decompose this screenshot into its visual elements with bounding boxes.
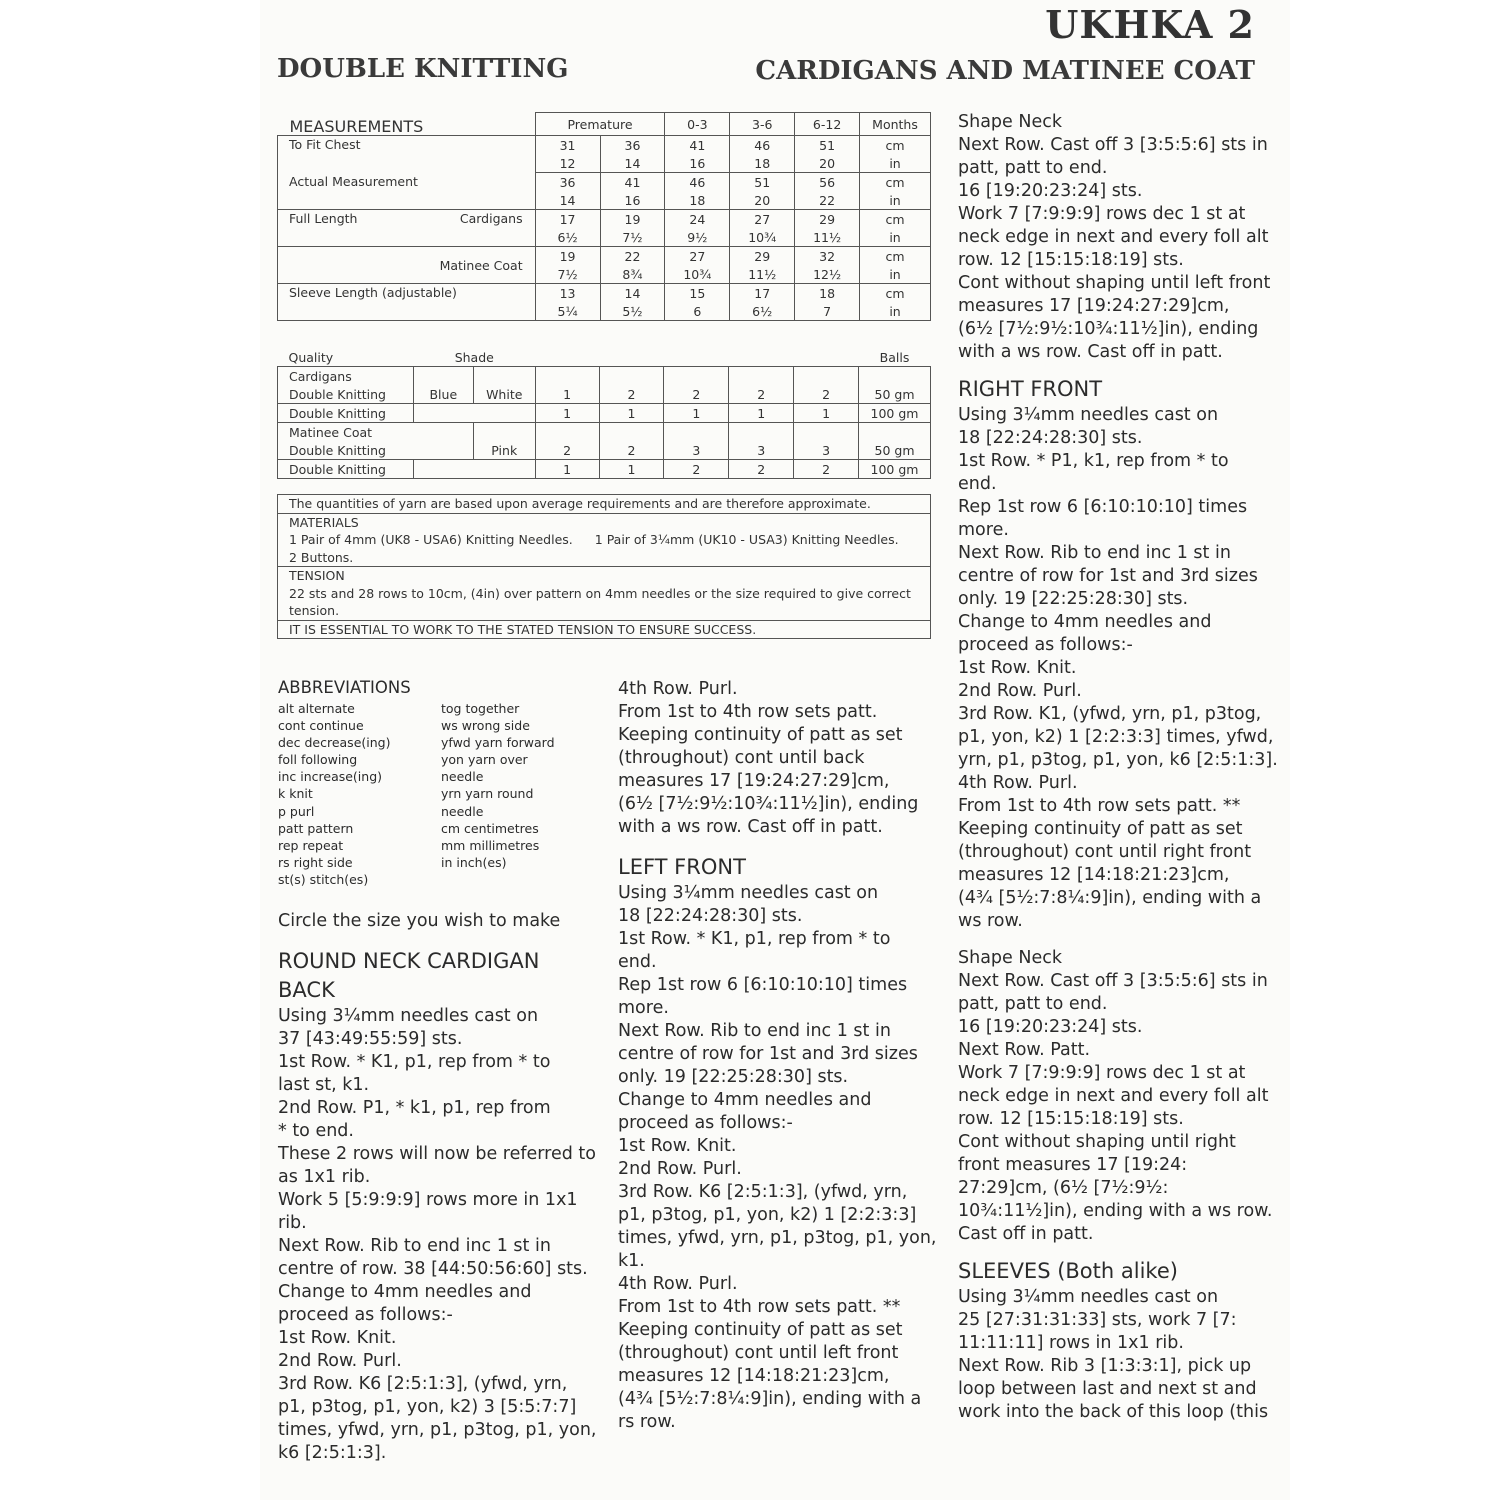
instruction-line: Next Row. Rib 3 [1:3:3:1], pick up: [958, 1356, 1252, 1376]
instruction-line: 2nd Row. Purl.: [958, 681, 1082, 701]
shade-white: White: [473, 367, 535, 404]
instruction-line: measures 17 [19:24:27:29]cm,: [958, 296, 1230, 316]
instruction-line: work into the back of this loop (this: [958, 1402, 1269, 1422]
cell: 24: [665, 210, 730, 229]
cell: 22: [795, 191, 860, 210]
instruction-line: Next Row. Rib to end inc 1 st in: [278, 1236, 551, 1256]
unit: in: [860, 191, 931, 210]
instruction-line: 2nd Row. Purl.: [278, 1351, 402, 1371]
instruction-line: 10¾:11½]in), ending with a ws row.: [958, 1201, 1273, 1221]
needle-4mm: 1 Pair of 4mm (UK8 - USA6) Knitting Needles.: [289, 532, 573, 547]
instruction-line: more.: [618, 998, 669, 1018]
quality-label: Quality: [278, 348, 414, 367]
column-2: [618, 678, 937, 1434]
abbreviation-entry: cm centimetres: [441, 820, 539, 836]
measurements-title: MEASUREMENTS: [278, 113, 536, 136]
cell: 100 gm: [859, 460, 931, 479]
cell: 29: [730, 247, 795, 266]
cell: 11½: [730, 265, 795, 284]
row-label-actual: Actual Measurement: [278, 173, 536, 210]
instruction-line: measures 12 [14:18:21:23]cm,: [958, 865, 1230, 885]
sleeve-instructions: [958, 1286, 1278, 1424]
cell: 22: [600, 247, 665, 266]
yarn-note: The quantities of yarn are based upon average requirements and are therefore approximate.: [278, 495, 931, 514]
section-heading-back: BACK: [278, 978, 335, 1002]
unit: cm: [860, 210, 931, 229]
instruction-line: Change to 4mm needles and: [958, 612, 1212, 632]
cell: 2: [664, 367, 729, 404]
back-instructions: [278, 1005, 597, 1465]
cell: 2: [794, 460, 859, 479]
instruction-line: Rep 1st row 6 [6:10:10:10] times: [958, 497, 1248, 517]
matinee-label: Matinee Coat: [278, 247, 536, 284]
instruction-line: (throughout) cont until right front: [958, 842, 1252, 862]
right-front-instructions: [958, 404, 1278, 933]
instruction-line: 16 [19:20:23:24] sts.: [958, 1017, 1143, 1037]
instruction-line: as 1x1 rib.: [278, 1167, 371, 1187]
dk-label: Double Knitting: [278, 441, 474, 460]
abbreviation-entry: yon yarn over: [441, 752, 528, 768]
subheading-shape-neck: Shape Neck: [958, 112, 1062, 132]
abbreviations-title: ABBREVIATIONS: [278, 678, 411, 697]
cell: 2: [599, 423, 664, 460]
instruction-line: 4th Row. Purl.: [958, 773, 1078, 793]
right-neck-instructions: [958, 970, 1278, 1246]
abbreviation-entry: yfwd yarn forward: [441, 735, 555, 751]
cell: 9½: [665, 228, 730, 247]
instruction-line: 4th Row. Purl.: [618, 1274, 738, 1294]
cell: 5½: [600, 302, 665, 321]
instruction-line: Keeping continuity of patt as set: [618, 725, 903, 745]
needle-3-25mm: 1 Pair of 3¼mm (UK10 - USA3) Knitting Needles.: [594, 532, 899, 547]
cell: 31: [535, 136, 600, 155]
instruction-line: 18 [22:24:28:30] sts.: [618, 906, 803, 926]
cell: 27: [665, 247, 730, 266]
instruction-line: yrn, p1, p3tog, p1, yon, k6 [2:5:1:3].: [958, 750, 1278, 770]
cell: 36: [600, 136, 665, 155]
instruction-line: row. 12 [15:15:18:19] sts.: [958, 1109, 1184, 1129]
cell: 51: [795, 136, 860, 155]
instruction-line: * to end.: [278, 1121, 354, 1141]
cell: 12: [535, 154, 600, 173]
cell: 2: [664, 460, 729, 479]
instruction-line: Work 7 [7:9:9:9] rows dec 1 st at: [958, 1063, 1246, 1083]
abbreviation-entry: needle: [441, 769, 484, 785]
col-0-3: 0-3: [665, 113, 730, 136]
cell: 6½: [535, 228, 600, 247]
cell: 13: [535, 284, 600, 303]
cell: 19: [535, 247, 600, 266]
abbreviation-entry: inc increase(ing): [278, 769, 383, 785]
instruction-line: (4¾ [5½:7:8¼:9]in), ending with a: [958, 888, 1262, 908]
abbreviations-right: [441, 700, 555, 871]
shade-pink: Pink: [473, 423, 535, 460]
buttons: 2 Buttons.: [278, 549, 931, 567]
row-label-sleeve: Sleeve Length (adjustable): [278, 284, 536, 321]
cell: 19: [600, 210, 665, 229]
abbreviation-entry: ws wrong side: [441, 718, 530, 734]
cell: 7½: [535, 265, 600, 284]
pattern-code: UKHKA 2: [1045, 2, 1255, 47]
instruction-line: Work 5 [5:9:9:9] rows more in 1x1: [278, 1190, 578, 1210]
cell: 11½: [795, 228, 860, 247]
cell: 1: [794, 404, 859, 423]
cell: 15: [665, 284, 730, 303]
instruction-line: 1st Row. Knit.: [278, 1328, 397, 1348]
instruction-line: 3rd Row. K6 [2:5:1:3], (yfwd, yrn,: [618, 1182, 908, 1202]
instruction-line: (throughout) cont until back: [618, 748, 865, 768]
unit: cm: [860, 173, 931, 192]
circle-size-note: Circle the size you wish to make: [278, 911, 561, 931]
cell: 1: [535, 367, 599, 404]
instruction-line: 1st Row. * K1, p1, rep from * to: [618, 929, 891, 949]
instruction-line: proceed as follows:-: [278, 1305, 453, 1325]
instruction-line: times, yfwd, yrn, p1, p3tog, p1, yon,: [618, 1228, 937, 1248]
instruction-line: patt, patt to end.: [958, 994, 1108, 1014]
instruction-line: k1.: [618, 1251, 645, 1271]
cardigans-quality: Cardigans: [278, 367, 414, 386]
instruction-line: Rep 1st row 6 [6:10:10:10] times: [618, 975, 908, 995]
cell: 20: [795, 154, 860, 173]
instruction-line: neck edge in next and every foll alt: [958, 227, 1269, 247]
cell: 1: [599, 404, 664, 423]
instruction-line: (6½ [7½:9½:10¾:11½]in), ending: [618, 794, 919, 814]
instruction-line: neck edge in next and every foll alt: [958, 1086, 1269, 1106]
abbreviation-entry: cont continue: [278, 718, 364, 734]
instruction-line: From 1st to 4th row sets patt. **: [958, 796, 1241, 816]
abbreviation-entry: rs right side: [278, 854, 353, 870]
instruction-line: Next Row. Rib to end inc 1 st in: [618, 1021, 891, 1041]
section-heading-left-front: LEFT FRONT: [618, 855, 746, 879]
instruction-line: Change to 4mm needles and: [278, 1282, 532, 1302]
cell: 2: [729, 367, 794, 404]
col-3-6: 3-6: [730, 113, 795, 136]
tension-warning: IT IS ESSENTIAL TO WORK TO THE STATED TENSION TO ENSURE SUCCESS.: [289, 621, 757, 637]
instruction-line: Change to 4mm needles and: [618, 1090, 872, 1110]
instruction-line: with a ws row. Cast off in patt.: [958, 342, 1223, 362]
cell: 51: [730, 173, 795, 192]
col-premature: Premature: [535, 113, 665, 136]
instruction-line: 3rd Row. K1, (yfwd, yrn, p1, p3tog,: [958, 704, 1262, 724]
instruction-line: proceed as follows:-: [958, 635, 1133, 655]
instruction-line: 2nd Row. Purl.: [618, 1159, 742, 1179]
instruction-line: Keeping continuity of patt as set: [618, 1320, 903, 1340]
cell: 14: [535, 191, 600, 210]
column-1: [278, 910, 597, 1465]
cell: 41: [665, 136, 730, 155]
instruction-line: 37 [43:49:55:59] sts.: [278, 1029, 463, 1049]
cell: 2: [794, 367, 859, 404]
dk-label: Double Knitting: [278, 385, 414, 404]
tension-text-2: tension.: [278, 602, 931, 620]
unit: in: [860, 228, 931, 247]
instruction-line: Next Row. Rib to end inc 1 st in: [958, 543, 1231, 563]
instruction-line: Next Row. Patt.: [958, 1040, 1091, 1060]
cell: 18: [665, 191, 730, 210]
cell: 6: [665, 302, 730, 321]
cell: 32: [795, 247, 860, 266]
abbreviation-entry: dec decrease(ing): [278, 735, 391, 751]
instruction-line: (throughout) cont until left front: [618, 1343, 899, 1363]
row-label-chest: To Fit Chest: [278, 136, 536, 173]
cell: 12½: [795, 265, 860, 284]
instruction-line: 3rd Row. K6 [2:5:1:3], (yfwd, yrn,: [278, 1374, 568, 1394]
unit: cm: [860, 284, 931, 303]
instruction-line: end.: [958, 474, 997, 494]
measurements-table: [277, 112, 931, 321]
unit: in: [860, 265, 931, 284]
cell: 50 gm: [859, 423, 931, 460]
instruction-line: end.: [618, 952, 657, 972]
cell: 1: [599, 460, 664, 479]
cell: 3: [794, 423, 859, 460]
abbreviation-entry: mm millimetres: [441, 837, 540, 853]
instruction-line: measures 12 [14:18:21:23]cm,: [618, 1366, 890, 1386]
unit: cm: [860, 247, 931, 266]
cell: 14: [600, 284, 665, 303]
instruction-line: p1, p3tog, p1, yon, k2) 3 [5:5:7:7]: [278, 1397, 577, 1417]
shade-label: Shade: [413, 348, 535, 367]
section-heading-round-neck: ROUND NECK CARDIGAN: [278, 949, 540, 973]
tension-title: TENSION: [289, 568, 345, 583]
instruction-line: rib.: [278, 1213, 307, 1233]
cell: 16: [600, 191, 665, 210]
instruction-line: 1st Row. Knit.: [958, 658, 1077, 678]
instruction-line: Work 7 [7:9:9:9] rows dec 1 st at: [958, 204, 1246, 224]
instruction-line: (4¾ [5½:7:8¼:9]in), ending with a: [618, 1389, 922, 1409]
instruction-line: times, yfwd, yrn, p1, p3tog, p1, yon,: [278, 1420, 597, 1440]
cell: 1: [664, 404, 729, 423]
full-length-label: Full Length: [289, 211, 358, 226]
section-heading-right-front: RIGHT FRONT: [958, 377, 1103, 401]
abbreviation-entry: yrn yarn round: [441, 786, 534, 802]
matinee-quality: Matinee Coat: [278, 423, 474, 442]
cell: 2: [599, 367, 664, 404]
left-neck-instructions: [958, 134, 1278, 364]
instruction-line: Keeping continuity of patt as set: [958, 819, 1243, 839]
instruction-line: (6½ [7½:9½:10¾:11½]in), ending: [958, 319, 1259, 339]
unit: cm: [860, 136, 931, 155]
abbreviation-entry: in inch(es): [441, 854, 507, 870]
instruction-line: From 1st to 4th row sets patt. **: [618, 1297, 901, 1317]
instruction-line: measures 17 [19:24:27:29]cm,: [618, 771, 890, 791]
cell: 27: [730, 210, 795, 229]
instruction-line: 1st Row. * K1, p1, rep from * to: [278, 1052, 551, 1072]
instruction-line: k6 [2:5:1:3].: [278, 1443, 387, 1463]
cell: 1: [535, 404, 599, 423]
unit: in: [860, 302, 931, 321]
instruction-line: last st, k1.: [278, 1075, 370, 1095]
page-margin: [1290, 0, 1500, 1500]
abbreviations-left: [278, 700, 390, 888]
instruction-line: Using 3¼mm needles cast on: [958, 1287, 1219, 1307]
cell: 10¾: [730, 228, 795, 247]
dk-label: Double Knitting: [278, 460, 414, 479]
instruction-line: Cast off in patt.: [958, 1224, 1094, 1244]
instruction-line: p1, yon, k2) 1 [2:2:3:3] times, yfwd,: [958, 727, 1274, 747]
instruction-line: 4th Row. Purl.: [618, 679, 738, 699]
instruction-line: Next Row. Cast off 3 [3:5:5:6] sts in: [958, 971, 1268, 991]
cell: 41: [600, 173, 665, 192]
abbreviation-entry: k knit: [278, 786, 313, 802]
cell: 14: [600, 154, 665, 173]
cell: 20: [730, 191, 795, 210]
instruction-line: 2nd Row. P1, * k1, p1, rep from: [278, 1098, 551, 1118]
yarn-type-title: DOUBLE KNITTING: [277, 54, 569, 84]
instruction-line: 1st Row. Knit.: [618, 1136, 737, 1156]
abbreviation-entry: tog together: [441, 701, 520, 716]
cell: 1: [729, 404, 794, 423]
instruction-line: 1st Row. * P1, k1, rep from * to: [958, 451, 1229, 471]
instruction-line: patt, patt to end.: [958, 158, 1108, 178]
instruction-line: p1, p3tog, p1, yon, k2) 1 [2:2:3:3]: [618, 1205, 917, 1225]
instruction-line: loop between last and next st and: [958, 1379, 1257, 1399]
instruction-line: 18 [22:24:28:30] sts.: [958, 428, 1143, 448]
abbreviation-entry: foll following: [278, 752, 358, 768]
cell: 18: [730, 154, 795, 173]
instruction-line: centre of row for 1st and 3rd sizes: [958, 566, 1258, 586]
instruction-line: From 1st to 4th row sets patt.: [618, 702, 878, 722]
instruction-line: Cont without shaping until left front: [958, 273, 1271, 293]
cell: 36: [535, 173, 600, 192]
cell: 3: [729, 423, 794, 460]
cell: 1: [535, 460, 599, 479]
cell: 100 gm: [859, 404, 931, 423]
tension-text: 22 sts and 28 rows to 10cm, (4in) over pattern on 4mm needles or the size required to give correct: [289, 585, 911, 601]
abbreviation-entry: patt pattern: [278, 820, 354, 836]
cell: 7: [795, 302, 860, 321]
instruction-line: Using 3¼mm needles cast on: [618, 883, 879, 903]
abbreviation-entry: rep repeat: [278, 837, 344, 853]
cell: 2: [729, 460, 794, 479]
instruction-line: more.: [958, 520, 1009, 540]
instruction-line: Next Row. Cast off 3 [3:5:5:6] sts in: [958, 135, 1268, 155]
instruction-line: centre of row. 38 [44:50:56:60] sts.: [278, 1259, 588, 1279]
cell: 17: [730, 284, 795, 303]
subheading-shape-neck: Shape Neck: [958, 948, 1062, 968]
instruction-line: rs row.: [618, 1412, 676, 1432]
cell: 46: [665, 173, 730, 192]
cell: 3: [664, 423, 729, 460]
col-6-12: 6-12: [795, 113, 860, 136]
instruction-line: Using 3¼mm needles cast on: [958, 405, 1219, 425]
shade-blue: Blue: [413, 367, 473, 404]
materials-box: [277, 494, 931, 639]
instruction-line: Cont without shaping until right: [958, 1132, 1236, 1152]
balls-label: Balls: [859, 348, 931, 367]
instruction-line: proceed as follows:-: [618, 1113, 793, 1133]
back-instructions-cont: [618, 678, 937, 839]
instruction-line: ws row.: [958, 911, 1023, 931]
cell: 5¼: [535, 302, 600, 321]
instruction-line: 16 [19:20:23:24] sts.: [958, 181, 1143, 201]
cell: 2: [535, 423, 599, 460]
section-heading-sleeves: SLEEVES (Both alike): [958, 1259, 1178, 1283]
cell: 29: [795, 210, 860, 229]
dk-label: Double Knitting: [278, 404, 414, 423]
cell: 17: [535, 210, 600, 229]
instruction-line: only. 19 [22:25:28:30] sts.: [618, 1067, 849, 1087]
instruction-line: These 2 rows will now be referred to: [278, 1144, 596, 1164]
cell: 6½: [730, 302, 795, 321]
cell: 18: [795, 284, 860, 303]
instruction-line: Using 3¼mm needles cast on: [278, 1006, 539, 1026]
abbreviation-entry: needle: [441, 803, 484, 819]
abbreviation-entry: alt alternate: [278, 701, 355, 716]
row-label-full-length: [278, 210, 536, 247]
materials-title: MATERIALS: [289, 514, 359, 530]
cardigans-label: Cardigans: [459, 211, 523, 226]
column-3: [958, 111, 1278, 1424]
cell: 10¾: [665, 265, 730, 284]
cell: 56: [795, 173, 860, 192]
instruction-line: front measures 17 [19:24:: [958, 1155, 1188, 1175]
instruction-line: row. 12 [15:15:18:19] sts.: [958, 250, 1184, 270]
instruction-line: with a ws row. Cast off in patt.: [618, 817, 883, 837]
instruction-line: centre of row for 1st and 3rd sizes: [618, 1044, 918, 1064]
abbreviation-entry: p purl: [278, 803, 315, 819]
cell: 16: [665, 154, 730, 173]
abbreviation-entry: st(s) stitch(es): [278, 871, 369, 887]
unit: in: [860, 154, 931, 173]
cell: 50 gm: [859, 367, 931, 404]
instruction-line: only. 19 [22:25:28:30] sts.: [958, 589, 1189, 609]
cell: 8¾: [600, 265, 665, 284]
instruction-line: 11:11:11] rows in 1x1 rib.: [958, 1333, 1184, 1353]
col-months: Months: [860, 113, 931, 136]
left-front-instructions: [618, 882, 937, 1434]
yarn-quantity-table: [277, 348, 931, 479]
garment-title: CARDIGANS AND MATINEE COAT: [755, 56, 1255, 86]
cell: 46: [730, 136, 795, 155]
instruction-line: 27:29]cm, (6½ [7½:9½:: [958, 1178, 1169, 1198]
instruction-line: 25 [27:31:31:33] sts, work 7 [7:: [958, 1310, 1237, 1330]
cell: 7½: [600, 228, 665, 247]
